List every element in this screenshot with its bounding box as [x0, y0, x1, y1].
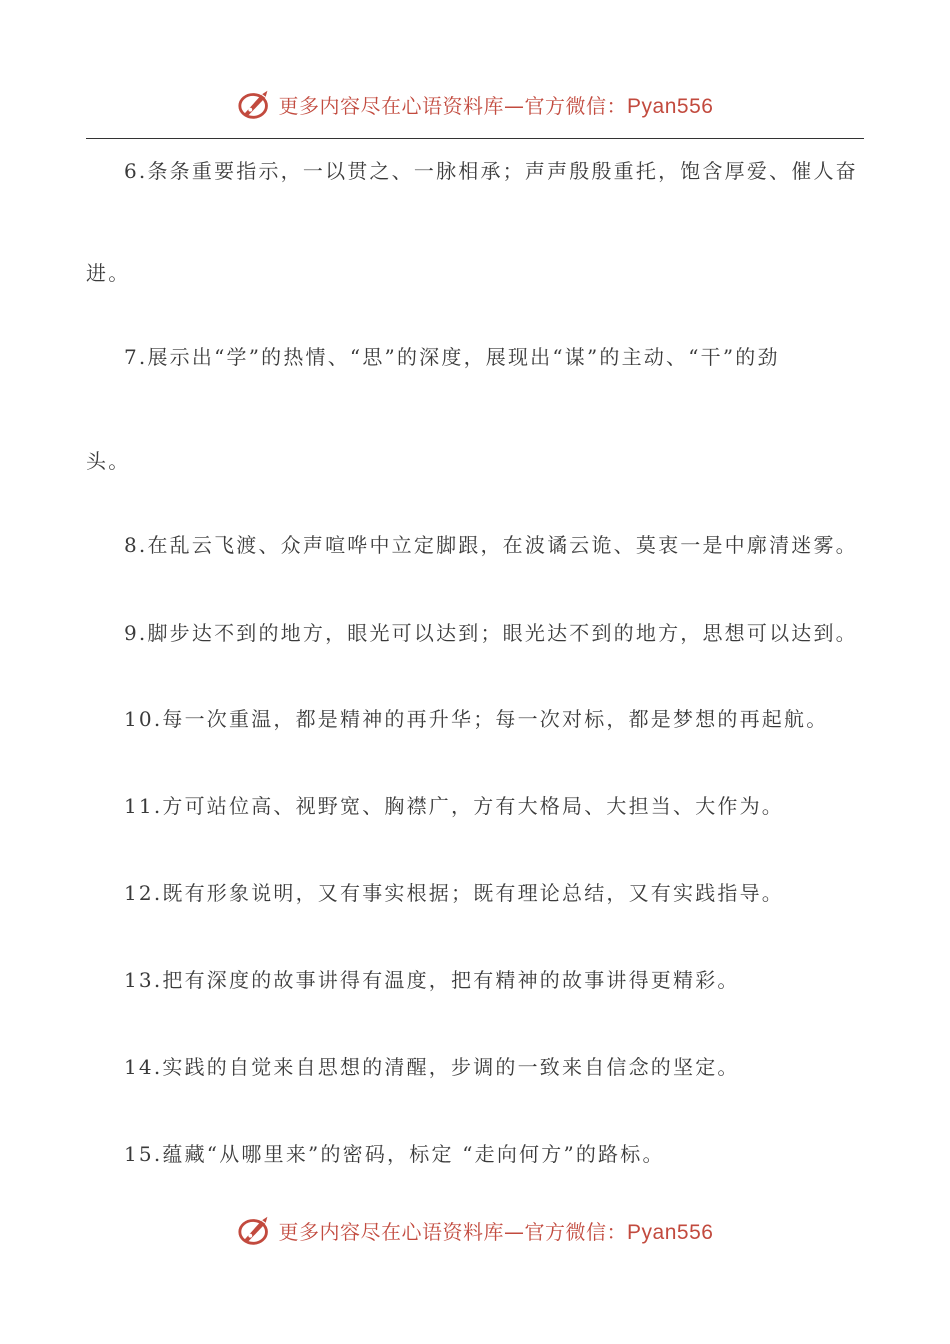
- list-item-11: 11.方可站位高、视野宽、胸襟广，方有大格局、大担当、大作为。: [124, 794, 785, 818]
- footer-wechat-handle: Pyan556: [627, 1220, 714, 1244]
- list-item-7: 7.展示出“学”的热情、“思”的深度，展现出“谋”的主动、“干”的劲: [124, 345, 780, 369]
- list-item-15: 15.蕴藏“从哪里来”的密码，标定 “走向何方”的路标。: [124, 1142, 665, 1166]
- list-item-9: 9.脚步达不到的地方，眼光可以达到；眼光达不到的地方，思想可以达到。: [124, 621, 858, 645]
- header-banner-text: 更多内容尽在心语资料库—官方微信：: [278, 93, 628, 118]
- pen-nib-logo-icon: [237, 1211, 275, 1249]
- pen-nib-logo-icon: [237, 85, 275, 123]
- header-banner: [0, 84, 950, 124]
- list-item-6: 6.条条重要指示，一以贯之、一脉相承；声声殷殷重托，饱含厚爱、催人奋: [124, 159, 858, 183]
- list-item-13: 13.把有深度的故事讲得有温度，把有精神的故事讲得更精彩。: [124, 968, 740, 992]
- footer-banner: [0, 1210, 950, 1250]
- list-item-7-continued: 头。: [86, 449, 131, 473]
- list-item-10: 10.每一次重温，都是精神的再升华；每一次对标，都是梦想的再起航。: [124, 707, 829, 731]
- header-wechat-handle: Pyan556: [627, 94, 714, 118]
- list-item-8: 8.在乱云飞渡、众声喧哗中立定脚跟，在波谲云诡、莫衷一是中廓清迷雾。: [124, 533, 858, 557]
- list-item-6-continued: 进。: [86, 261, 131, 285]
- header-divider: [86, 138, 864, 139]
- list-item-14: 14.实践的自觉来自思想的清醒，步调的一致来自信念的坚定。: [124, 1055, 740, 1079]
- footer-banner-text: 更多内容尽在心语资料库—官方微信：: [278, 1219, 628, 1244]
- list-item-12: 12.既有形象说明，又有事实根据；既有理论总结，又有实践指导。: [124, 881, 785, 905]
